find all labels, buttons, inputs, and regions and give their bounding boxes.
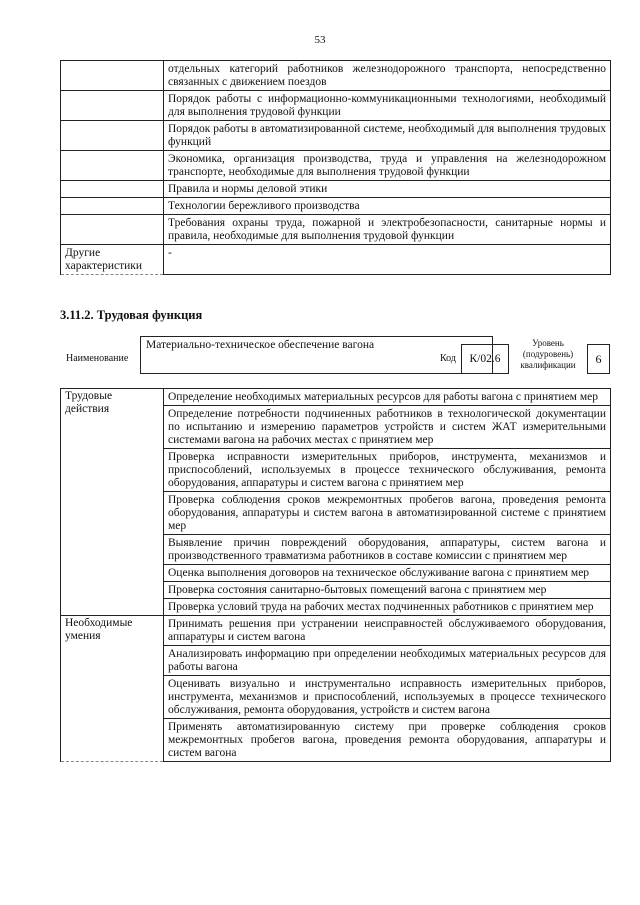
page-number: 53 bbox=[314, 34, 326, 46]
row-label: Другие характеристики bbox=[61, 245, 164, 275]
row-text: Порядок работы с информационно-коммуникационными технологиями, необходимый для выполнения трудовой функции bbox=[164, 91, 611, 121]
skill-item: Оценивать визуально и инструментально исправность измерительных приборов, инструмента, механизмов и приспособлений, используемых в процессе технического обслуживания, ремонта оборудования, устройств и систем вагона bbox=[164, 676, 611, 719]
section-heading: 3.11.2. Трудовая функция bbox=[60, 308, 203, 322]
table-row bbox=[61, 389, 611, 406]
knowledge-table bbox=[60, 60, 611, 275]
row-text: отдельных категорий работников железнодорожного транспорта, непосредственно связанных с движением поездов bbox=[164, 61, 611, 91]
table-row bbox=[61, 181, 611, 198]
row-text: Экономика, организация производства, труда и управления на железнодорожном транспорте, необходимые для выполнения трудовой функции bbox=[164, 151, 611, 181]
row-text: Правила и нормы деловой этики bbox=[164, 181, 611, 198]
group-label-skills: Необходимые умения bbox=[61, 616, 164, 762]
code-value: К/02.6 bbox=[461, 344, 509, 374]
action-item: Проверка исправности измерительных приборов, инструмента, механизмов и приспособлений, используемых в процессе технического обслуживания, ремонта оборудования, аппаратуры и систем вагона с принятием мер bbox=[164, 449, 611, 492]
code-label: Код bbox=[440, 353, 456, 364]
table-row bbox=[61, 151, 611, 181]
level-value: 6 bbox=[587, 344, 610, 374]
action-item: Выявление причин повреждений оборудования, аппаратуры, систем вагона и производственного травматизма работников в составе комиссии с принятием мер bbox=[164, 535, 611, 565]
table-row bbox=[61, 91, 611, 121]
name-label: Наименование bbox=[66, 353, 129, 364]
skill-item: Применять автоматизированную систему при проверке соблюдения сроков межремонтных пробегов вагона, проведения ремонта оборудования, аппаратуры и систем вагона bbox=[164, 719, 611, 762]
table-row bbox=[61, 616, 611, 646]
row-text: Порядок работы в автоматизированной системе, необходимый для выполнения трудовых функций bbox=[164, 121, 611, 151]
row-text: - bbox=[164, 245, 611, 275]
row-label bbox=[61, 121, 164, 151]
action-item: Определение потребности подчиненных работников в технологической документации по испытанию и измерению параметров устройств и систем ЖАТ измерительными системами вагона на рабочих местах с принятием мер bbox=[164, 406, 611, 449]
row-text: Требования охраны труда, пожарной и электробезопасности, санитарные нормы и правила, необходимые для выполнения трудовой функции bbox=[164, 215, 611, 245]
skill-item: Принимать решения при устранении неисправностей обслуживаемого оборудования, аппаратуры и систем вагона bbox=[164, 616, 611, 646]
function-table bbox=[60, 388, 611, 762]
table-row bbox=[61, 215, 611, 245]
row-label bbox=[61, 198, 164, 215]
row-label bbox=[61, 91, 164, 121]
table-row bbox=[61, 198, 611, 215]
row-label bbox=[61, 215, 164, 245]
action-item: Проверка состояния санитарно-бытовых помещений вагона с принятием мер bbox=[164, 582, 611, 599]
row-text: Технологии бережливого производства bbox=[164, 198, 611, 215]
row-label bbox=[61, 181, 164, 198]
group-label-actions: Трудовые действия bbox=[61, 389, 164, 616]
skill-item: Анализировать информацию при определении необходимых материальных ресурсов для работы вагона bbox=[164, 646, 611, 676]
table-row bbox=[61, 245, 611, 275]
row-label bbox=[61, 61, 164, 91]
action-item: Проверка условий труда на рабочих местах подчиненных работников с принятием мер bbox=[164, 599, 611, 616]
action-item: Оценка выполнения договоров на техническое обслуживание вагона с принятием мер bbox=[164, 565, 611, 582]
action-item: Определение необходимых материальных ресурсов для работы вагона с принятием мер bbox=[164, 389, 611, 406]
action-item: Проверка соблюдения сроков межремонтных пробегов вагона, проведения ремонта оборудования, аппаратуры и систем вагона в автоматизированной системе с принятием мер bbox=[164, 492, 611, 535]
level-label: Уровень (подуровень) квалификации bbox=[520, 338, 576, 370]
function-header bbox=[60, 336, 616, 378]
table-row bbox=[61, 121, 611, 151]
table-row bbox=[61, 61, 611, 91]
name-value: Материально-техническое обеспечение вагона bbox=[140, 336, 493, 374]
row-label bbox=[61, 151, 164, 181]
